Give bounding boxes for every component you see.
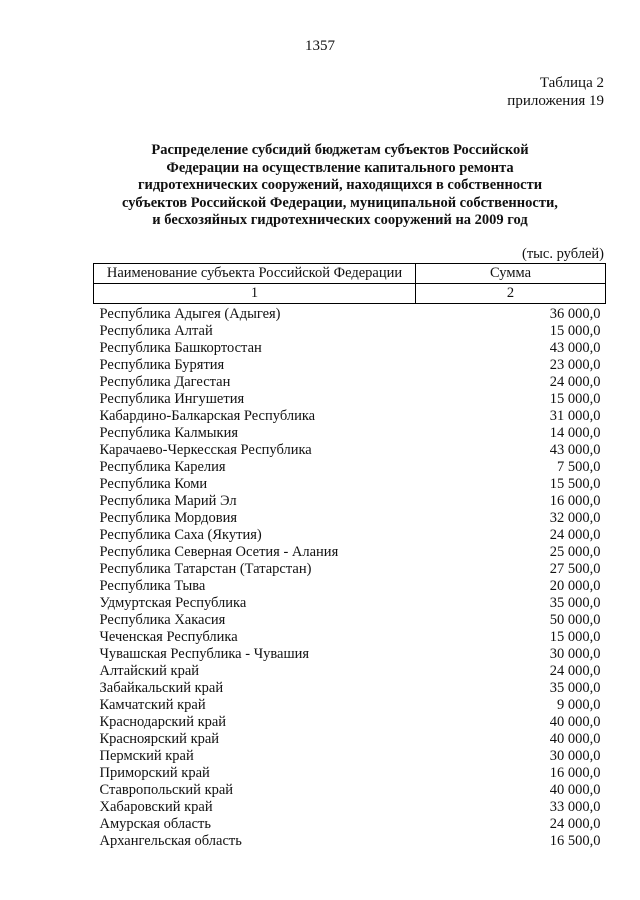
subsidy-amount: 24 000,0 (549, 374, 601, 391)
subsidy-amount: 33 000,0 (549, 799, 601, 816)
subsidy-amount: 23 000,0 (549, 357, 601, 374)
subsidy-amount: 43 000,0 (549, 442, 601, 459)
table-ref-line-2: приложения 19 (507, 93, 604, 109)
table-body (94, 304, 606, 851)
region-name: Республика Мордовия (99, 510, 238, 527)
region-name: Республика Северная Осетия - Алания (99, 544, 339, 561)
subsidy-amount: 30 000,0 (549, 646, 601, 663)
region-name: Республика Бурятия (99, 357, 225, 374)
region-name: Камчатский край (99, 697, 206, 714)
region-name: Республика Башкортостан (99, 340, 262, 357)
table-row (94, 323, 606, 340)
column-number-row (94, 284, 606, 304)
region-name: Республика Адыгея (Адыгея) (99, 306, 281, 322)
column-header-sum: Сумма (416, 264, 606, 284)
region-name: Архангельская область (99, 833, 242, 850)
table-row (94, 799, 606, 816)
subsidy-amount: 9 000,0 (557, 697, 601, 714)
table-row (94, 459, 606, 476)
subsidy-amount: 14 000,0 (549, 425, 601, 442)
table-row (94, 578, 606, 595)
region-name: Республика Татарстан (Татарстан) (99, 561, 312, 578)
table-row (94, 612, 606, 629)
region-name: Забайкальский край (99, 680, 224, 697)
subsidy-amount: 40 000,0 (549, 714, 601, 731)
region-name: Красноярский край (99, 731, 220, 748)
table-ref-line-1: Таблица 2 (539, 75, 604, 91)
table-row (94, 391, 606, 408)
table-row (94, 782, 606, 799)
region-name: Удмуртская Республика (99, 595, 247, 612)
document-title (120, 142, 560, 230)
subsidy-amount: 35 000,0 (549, 595, 601, 612)
region-name: Республика Коми (99, 476, 208, 493)
subsidy-table (93, 263, 606, 851)
table-row (94, 731, 606, 748)
column-header-name: Наименование субъекта Российской Федерации (94, 264, 416, 284)
table-row (94, 527, 606, 544)
table-row (94, 748, 606, 765)
subsidy-amount: 15 000,0 (549, 323, 601, 340)
subsidy-amount: 15 000,0 (549, 629, 601, 646)
subsidy-amount: 32 000,0 (549, 510, 601, 527)
table-row (94, 476, 606, 493)
table-row (94, 425, 606, 442)
table-row (94, 544, 606, 561)
region-name: Амурская область (99, 816, 211, 833)
subsidy-amount: 40 000,0 (549, 782, 601, 799)
region-name: Чувашская Республика - Чувашия (99, 646, 310, 663)
units-label: (тыс. рублей) (522, 246, 604, 262)
region-name: Карачаево-Черкесская Республика (99, 442, 312, 459)
table-row (94, 408, 606, 425)
subsidy-amount: 40 000,0 (549, 731, 601, 748)
subsidy-amount: 16 500,0 (549, 833, 601, 850)
table-row (94, 374, 606, 391)
table-row (94, 595, 606, 612)
region-name: Республика Калмыкия (99, 425, 238, 442)
title-line: Распределение субсидий бюджетам субъектов Российской (151, 142, 529, 158)
table-row (94, 493, 606, 510)
region-name: Республика Тыва (99, 578, 206, 595)
subsidy-amount: 24 000,0 (549, 663, 601, 680)
page-number: 1357 (305, 38, 335, 54)
region-name: Краснодарский край (99, 714, 227, 731)
subsidy-amount: 30 000,0 (549, 748, 601, 765)
region-name: Республика Хакасия (99, 612, 226, 629)
subsidy-amount: 50 000,0 (549, 612, 601, 629)
region-name: Алтайский край (99, 663, 200, 680)
table-row (94, 561, 606, 578)
region-name: Республика Ингушетия (99, 391, 245, 408)
table-row (94, 340, 606, 357)
region-name: Хабаровский край (99, 799, 213, 816)
region-name: Республика Алтай (99, 323, 213, 340)
region-name: Республика Дагестан (99, 374, 231, 391)
region-name: Республика Марий Эл (99, 493, 237, 510)
table-row (94, 357, 606, 374)
subsidy-amount: 25 000,0 (549, 544, 601, 561)
subsidy-amount: 20 000,0 (549, 578, 601, 595)
table-row (94, 304, 606, 324)
region-name: Чеченская Республика (99, 629, 238, 646)
title-line: гидротехнических сооружений, находящихся в собственности (137, 177, 543, 193)
table-row (94, 663, 606, 680)
table-row (94, 765, 606, 782)
region-name: Ставропольский край (99, 782, 234, 799)
subsidy-amount: 31 000,0 (549, 408, 601, 425)
table-row (94, 697, 606, 714)
subsidy-amount: 27 500,0 (549, 561, 601, 578)
region-name: Приморский край (99, 765, 210, 782)
table-row (94, 816, 606, 833)
region-name: Республика Карелия (99, 459, 226, 476)
subsidy-amount: 16 000,0 (549, 765, 601, 782)
table-row (94, 680, 606, 697)
table-row (94, 646, 606, 663)
subsidy-amount: 36 000,0 (549, 306, 601, 322)
region-name: Кабардино-Балкарская Республика (99, 408, 316, 425)
column-number-2: 2 (416, 284, 606, 304)
table-row (94, 442, 606, 459)
table-reference (507, 74, 604, 110)
header-row (94, 264, 606, 284)
region-name: Пермский край (99, 748, 194, 765)
title-line: субъектов Российской Федерации, муниципальной собственности, (122, 194, 558, 211)
column-number-1: 1 (94, 284, 416, 304)
title-line: Федерации на осуществление капитального ремонта (166, 159, 514, 176)
region-name: Республика Саха (Якутия) (99, 527, 262, 544)
table-row (94, 629, 606, 646)
subsidy-amount: 15 000,0 (549, 391, 601, 408)
subsidy-amount: 24 000,0 (549, 816, 601, 833)
subsidy-amount: 24 000,0 (549, 527, 601, 544)
subsidy-amount: 7 500,0 (557, 459, 601, 476)
subsidy-amount: 43 000,0 (549, 340, 601, 357)
subsidy-amount: 15 500,0 (549, 476, 601, 493)
table-row (94, 833, 606, 850)
table-row (94, 510, 606, 527)
subsidy-amount: 35 000,0 (549, 680, 601, 697)
subsidy-amount: 16 000,0 (549, 493, 601, 510)
title-line: и бесхозяйных гидротехнических сооружений на 2009 год (152, 212, 528, 228)
table-row (94, 714, 606, 731)
